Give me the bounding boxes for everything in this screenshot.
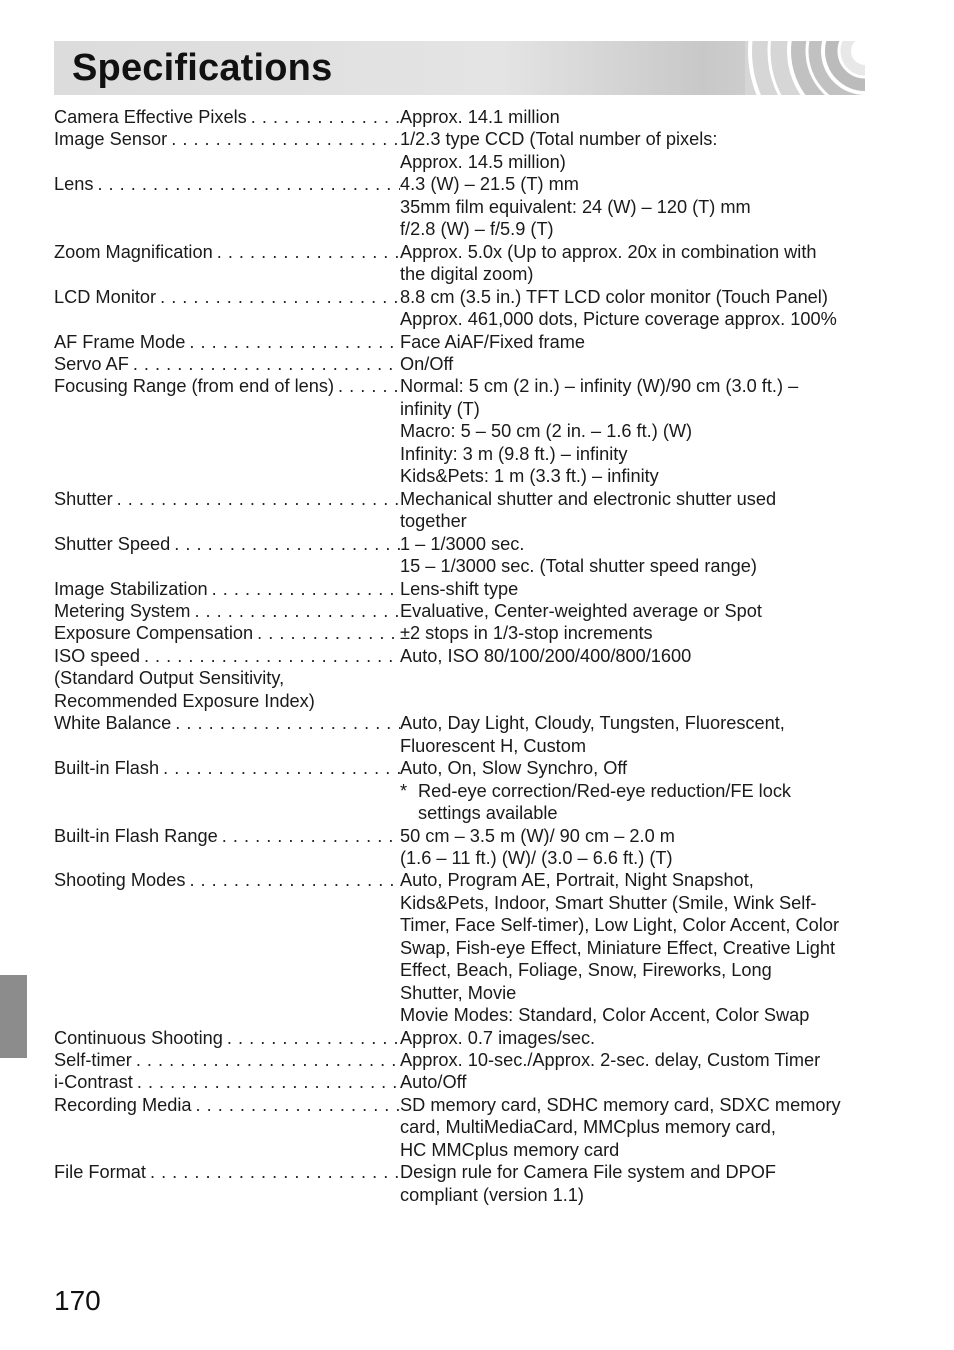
page-header [54,41,865,95]
dot-leader [156,286,400,308]
spec-label [54,533,400,578]
spec-value-line: Shutter, Movie [400,982,517,1003]
footnote-marker: * [400,780,408,801]
spec-row [54,578,869,600]
spec-label-text: Exposure Compensation [54,623,254,644]
dot-leader [140,645,400,667]
spec-value-line: Lens-shift type [400,578,519,599]
spec-label [54,1027,400,1049]
spec-value-line: On/Off [400,353,454,374]
spec-label-line [54,712,400,734]
spec-value-line: Auto, On, Slow Synchro, Off [400,758,628,779]
spec-value-line: 1 – 1/3000 sec. [400,533,525,554]
dot-leader [223,1027,400,1049]
spec-value [400,106,869,128]
spec-label-text: Zoom Magnification [54,241,213,262]
spec-value [400,645,869,712]
spec-label-text: ISO speed [54,645,140,666]
spec-label-text: Shutter [54,488,113,509]
spec-value [400,1071,869,1093]
dot-leader [185,869,400,891]
spec-value-line: (1.6 – 11 ft.) (W)/ (3.0 – 6.6 ft.) (T) [400,847,673,868]
spec-value-line: Approx. 10-sec./Approx. 2-sec. delay, Custom Timer [400,1050,821,1071]
dot-leader [334,375,400,397]
spec-value-line: 8.8 cm (3.5 in.) TFT LCD color monitor (Touch Panel) [400,286,828,307]
spec-label-line [54,1049,400,1071]
spec-label [54,241,400,286]
spec-value-line: 50 cm – 3.5 m (W)/ 90 cm – 2.0 m [400,825,675,846]
spec-value-line: Effect, Beach, Foliage, Snow, Fireworks, Long [400,960,772,981]
spec-value-line: compliant (version 1.1) [400,1184,584,1205]
spec-label-text: Lens [54,174,94,195]
spec-label [54,600,400,622]
spec-label [54,1071,400,1093]
spec-label [54,825,400,870]
dot-leader [159,757,400,779]
spec-row [54,1161,869,1206]
spec-label-line [54,757,400,779]
dot-leader [133,1071,400,1093]
spec-label-line [54,128,400,150]
spec-label-line [54,1027,400,1049]
spec-label [54,375,400,487]
spec-label-line [54,825,400,847]
spec-value-line: Kids&Pets, Indoor, Smart Shutter (Smile, Wink Self- [400,892,817,913]
spec-row [54,1094,869,1161]
spec-row [54,488,869,533]
spec-label [54,286,400,331]
dot-leader [171,712,400,734]
spec-row [54,353,869,375]
spec-label-text: Built-in Flash Range [54,825,218,846]
spec-label-line [54,869,400,891]
spec-label-line [54,286,400,308]
spec-label-line [54,622,400,644]
spec-label-text: (Standard Output Sensitivity, [54,668,285,689]
spec-label-line [54,331,400,353]
spec-value-line: Mechanical shutter and electronic shutter used [400,488,777,509]
spec-label-text: Continuous Shooting [54,1027,223,1048]
spec-row [54,173,869,240]
spec-label [54,331,400,353]
spec-value-line: the digital zoom) [400,264,534,285]
dot-leader [170,533,400,555]
spec-label-line [54,375,400,397]
spec-label-line [54,600,400,622]
spec-value-line: together [400,511,467,532]
spec-label [54,578,400,600]
dot-leader [93,173,400,195]
spec-label [54,645,400,712]
spec-value [400,825,869,870]
spec-value-line: 15 – 1/3000 sec. (Total shutter speed range) [400,556,757,577]
spec-value [400,375,869,487]
spec-value-line: Timer, Face Self-timer), Low Light, Color Accent, Color [400,915,840,936]
spec-value-line: Infinity: 3 m (9.8 ft.) – infinity [400,443,628,464]
spec-value [400,128,869,173]
specifications-table [54,106,869,1206]
spec-label-text: Focusing Range (from end of lens) [54,376,335,397]
spec-row [54,645,869,712]
spec-value-line: Auto, ISO 80/100/200/400/800/1600 [400,645,692,666]
spec-label-text: Servo AF [54,353,129,374]
dot-leader [132,1049,400,1071]
spec-value-line: Normal: 5 cm (2 in.) – infinity (W)/90 cm (3.0 ft.) – [400,376,799,397]
spec-label-line [54,106,400,128]
spec-label [54,1094,400,1161]
spec-label [54,869,400,1026]
spec-value-line: Kids&Pets: 1 m (3.3 ft.) – infinity [400,466,659,487]
spec-value [400,533,869,578]
spec-value-line: card, MultiMediaCard, MMCplus memory card, [400,1117,776,1138]
spec-value-line: Approx. 5.0x (Up to approx. 20x in combination with [400,241,817,262]
spec-value [400,286,869,331]
spec-label [54,488,400,533]
spec-value [400,173,869,240]
spec-label-text: Built-in Flash [54,758,160,779]
spec-value-line: Fluorescent H, Custom [400,735,586,756]
page-title: Specifications [72,47,333,89]
dot-leader [190,600,400,622]
spec-label [54,757,400,824]
spec-value [400,757,869,824]
spec-value-line: Approx. 14.5 million) [400,151,566,172]
spec-value-line: Auto/Off [400,1072,467,1093]
spec-note-text: settings available [418,803,558,824]
spec-label-text: White Balance [54,713,172,734]
spec-row [54,825,869,870]
dot-leader [213,241,400,263]
spec-row [54,1027,869,1049]
spec-label-line [54,690,400,712]
spec-label-text: Shooting Modes [54,870,186,891]
dot-leader [129,353,400,375]
spec-row [54,286,869,331]
spec-value [400,712,869,757]
spec-label-text: Shutter Speed [54,533,171,554]
spec-row [54,106,869,128]
spec-label [54,1161,400,1206]
spec-label-line [54,1071,400,1093]
spec-value-line: f/2.8 (W) – f/5.9 (T) [400,219,554,240]
spec-value-line: ±2 stops in 1/3-stop increments [400,623,653,644]
dot-leader [146,1161,400,1183]
spec-value-line: Swap, Fish-eye Effect, Miniature Effect, Creative Light [400,937,836,958]
spec-label [54,353,400,375]
spec-note-line [400,780,869,802]
spec-label-text: LCD Monitor [54,286,157,307]
spec-label-line [54,241,400,263]
spec-value-line: 1/2.3 type CCD (Total number of pixels: [400,129,718,150]
spec-value-line: Design rule for Camera File system and DPOF [400,1162,776,1183]
spec-label-text: Image Stabilization [54,578,208,599]
dot-leader [247,106,400,128]
spec-label-line [54,645,400,667]
spec-label-line [54,533,400,555]
spec-label-line [54,488,400,510]
spec-value-line: infinity (T) [400,398,480,419]
spec-value-line: Movie Modes: Standard, Color Accent, Color Swap [400,1005,810,1026]
spec-row [54,1049,869,1071]
spec-label-text: Image Sensor [54,129,168,150]
spec-value [400,353,869,375]
spec-value [400,241,869,286]
spec-row [54,600,869,622]
spec-value-line: Evaluative, Center-weighted average or Spot [400,600,762,621]
spec-row [54,533,869,578]
spec-value [400,1027,869,1049]
dot-leader [185,331,400,353]
spec-label-line [54,1161,400,1183]
dot-leader [113,488,400,510]
spec-note-line [400,802,869,824]
spec-value [400,1161,869,1206]
spec-label-text: AF Frame Mode [54,331,186,352]
spec-value-line: 35mm film equivalent: 24 (W) – 120 (T) mm [400,196,751,217]
spec-value [400,1094,869,1161]
spec-label [54,106,400,128]
spec-value-line: 4.3 (W) – 21.5 (T) mm [400,174,579,195]
side-thumb-tab [0,975,27,1058]
spec-label-text: Recording Media [54,1094,192,1115]
spec-row [54,712,869,757]
spec-note-text: Red-eye correction/Red-eye reduction/FE lock [418,780,792,801]
spec-value [400,578,869,600]
spec-row [54,128,869,173]
spec-value [400,600,869,622]
spec-value [400,331,869,353]
spec-label-line [54,667,400,689]
dot-leader [167,128,400,150]
spec-row [54,869,869,1026]
spec-label-line [54,578,400,600]
spec-label-text: File Format [54,1162,146,1183]
spec-label [54,128,400,173]
page-number: 170 [54,1285,101,1316]
spec-value-line: Macro: 5 – 50 cm (2 in. – 1.6 ft.) (W) [400,421,693,442]
spec-label [54,712,400,757]
dot-leader [218,825,400,847]
spec-row [54,375,869,487]
spec-row [54,757,869,824]
spec-label [54,622,400,644]
spec-value-line: Auto, Day Light, Cloudy, Tungsten, Fluorescent, [400,713,785,734]
decorative-arcs-icon [745,41,865,95]
spec-value-line: Face AiAF/Fixed frame [400,331,585,352]
spec-value-line: Approx. 0.7 images/sec. [400,1027,596,1048]
dot-leader [253,622,400,644]
spec-row [54,622,869,644]
spec-label-line [54,353,400,375]
spec-value-line: HC MMCplus memory card [400,1139,620,1160]
spec-row [54,1071,869,1093]
spec-value [400,869,869,1026]
spec-value-line: SD memory card, SDHC memory card, SDXC memory [400,1094,841,1115]
spec-label [54,1049,400,1071]
spec-value [400,622,869,644]
dot-leader [192,1094,401,1116]
spec-label-text: Metering System [54,600,191,621]
spec-label-text: Self-timer [54,1050,132,1071]
spec-value-line: Approx. 461,000 dots, Picture coverage approx. 100% [400,309,837,330]
spec-value [400,1049,869,1071]
spec-row [54,241,869,286]
spec-label-text: i-Contrast [54,1072,133,1093]
spec-value-line: Approx. 14.1 million [400,107,560,127]
spec-label-text: Camera Effective Pixels [54,107,247,127]
spec-value-line: Auto, Program AE, Portrait, Night Snapshot, [400,870,754,891]
dot-leader [208,578,400,600]
spec-label-text: Recommended Exposure Index) [54,690,315,711]
spec-row [54,331,869,353]
spec-label [54,173,400,240]
spec-label-line [54,173,400,195]
spec-label-line [54,1094,400,1116]
spec-value [400,488,869,533]
